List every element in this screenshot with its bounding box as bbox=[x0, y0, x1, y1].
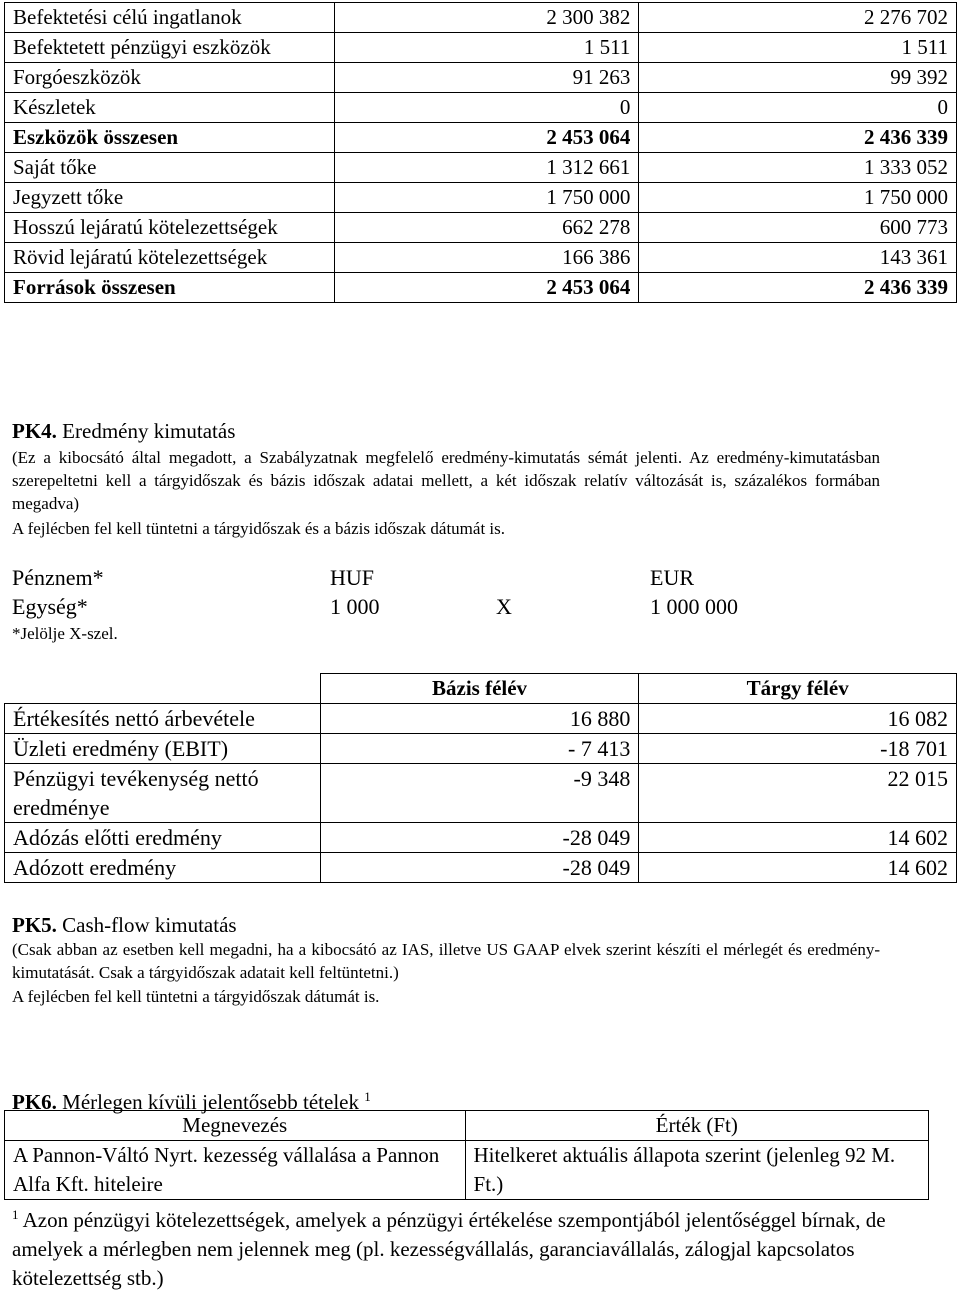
income-row bbox=[5, 704, 957, 734]
pk6-code: PK6. bbox=[12, 1090, 57, 1114]
income-row bbox=[5, 734, 957, 764]
balance-row bbox=[5, 243, 957, 273]
balance-label: Befektetési célú ingatlanok bbox=[5, 3, 335, 33]
income-value-base: -28 049 bbox=[320, 853, 639, 883]
balance-row bbox=[5, 3, 957, 33]
balance-value-2: 2 436 339 bbox=[639, 273, 957, 303]
balance-row bbox=[5, 63, 957, 93]
balance-value-1: 662 278 bbox=[334, 213, 639, 243]
income-header-target: Tárgy félév bbox=[639, 674, 957, 704]
pk5-note: (Csak abban az esetben kell megadni, ha a kibocsátó az IAS, illetve US GAAP elvek szerint készíti el mérlegét és eredmény-kimutatását. Csak a tárgyidőszak adatait kell feltüntetni.) bbox=[12, 940, 880, 982]
balance-row bbox=[5, 123, 957, 153]
balance-value-2: 1 750 000 bbox=[639, 183, 957, 213]
balance-value-1: 1 312 661 bbox=[334, 153, 639, 183]
pk4-code: PK4. bbox=[12, 419, 57, 443]
balance-value-1: 0 bbox=[334, 93, 639, 123]
mark-note: *Jelölje X-szel. bbox=[12, 624, 118, 643]
offbalance-header-name: Megnevezés bbox=[5, 1111, 466, 1141]
balance-value-2: 99 392 bbox=[639, 63, 957, 93]
balance-label: Befektetett pénzügyi eszközök bbox=[5, 33, 335, 63]
income-label: Pénzügyi tevékenység nettó eredménye bbox=[5, 764, 321, 823]
balance-row bbox=[5, 33, 957, 63]
income-value-target: 14 602 bbox=[639, 823, 957, 853]
balance-label: Hosszú lejáratú kötelezettségek bbox=[5, 213, 335, 243]
balance-row bbox=[5, 153, 957, 183]
balance-row bbox=[5, 93, 957, 123]
balance-label: Eszközök összesen bbox=[5, 123, 335, 153]
balance-value-2: 2 436 339 bbox=[639, 123, 957, 153]
income-value-target: -18 701 bbox=[639, 734, 957, 764]
income-header-base: Bázis félév bbox=[320, 674, 639, 704]
balance-label: Készletek bbox=[5, 93, 335, 123]
income-value-target: 22 015 bbox=[639, 764, 957, 823]
unit-1000: 1 000 bbox=[330, 594, 380, 619]
balance-value-1: 1 750 000 bbox=[334, 183, 639, 213]
pk6-sup: 1 bbox=[364, 1089, 371, 1104]
pk5-title: Cash-flow kimutatás bbox=[62, 913, 237, 937]
income-label: Adózott eredmény bbox=[5, 853, 321, 883]
currency-label: Pénznem* bbox=[12, 565, 104, 590]
balance-value-2: 600 773 bbox=[639, 213, 957, 243]
offbalance-header-value: Érték (Ft) bbox=[465, 1111, 928, 1141]
income-value-base: -28 049 bbox=[320, 823, 639, 853]
balance-value-2: 0 bbox=[639, 93, 957, 123]
balance-value-1: 166 386 bbox=[334, 243, 639, 273]
balance-table bbox=[4, 2, 957, 303]
pk5-heading bbox=[12, 912, 237, 938]
income-value-base: - 7 413 bbox=[320, 734, 639, 764]
pk4-note2: A fejlécben fel kell tüntetni a tárgyidőszak és a bázis időszak dátumát is. bbox=[12, 519, 505, 538]
income-row bbox=[5, 764, 957, 823]
balance-value-2: 1 333 052 bbox=[639, 153, 957, 183]
pk6-title: Mérlegen kívüli jelentősebb tételek bbox=[62, 1090, 359, 1114]
offbalance-row-name: A Pannon-Váltó Nyrt. kezesség vállalása a Pannon Alfa Kft. hiteleire bbox=[5, 1141, 466, 1200]
offbalance-table-full bbox=[4, 1110, 929, 1200]
income-value-target: 14 602 bbox=[639, 853, 957, 883]
pk4-title: Eredmény kimutatás bbox=[62, 419, 236, 443]
balance-value-2: 2 276 702 bbox=[639, 3, 957, 33]
unit-1000000: 1 000 000 bbox=[650, 594, 738, 619]
balance-value-1: 1 511 bbox=[334, 33, 639, 63]
balance-row bbox=[5, 273, 957, 303]
income-value-target: 16 082 bbox=[639, 704, 957, 734]
income-row bbox=[5, 823, 957, 853]
unit-mark: X bbox=[496, 594, 512, 619]
income-label: Üzleti eredmény (EBIT) bbox=[5, 734, 321, 764]
footnote-mark: 1 bbox=[12, 1207, 19, 1222]
pk5-note2: A fejlécben fel kell tüntetni a tárgyidőszak dátumát is. bbox=[12, 987, 380, 1006]
balance-row bbox=[5, 213, 957, 243]
pk4-heading bbox=[12, 418, 235, 444]
footnote-text: Azon pénzügyi kötelezettségek, amelyek a pénzügyi értékelése szempontjából jelentőséggel bírnak, de amelyek a mérlegben nem jelennek meg (pl. kezességvállalás, garanciavállalás, zálogjal kapcsolatos kötelezettség stb.) bbox=[12, 1208, 886, 1290]
balance-label: Forgóeszközök bbox=[5, 63, 335, 93]
balance-label: Saját tőke bbox=[5, 153, 335, 183]
footnote bbox=[12, 1200, 912, 1293]
balance-value-1: 91 263 bbox=[334, 63, 639, 93]
balance-label: Jegyzett tőke bbox=[5, 183, 335, 213]
balance-value-1: 2 300 382 bbox=[334, 3, 639, 33]
income-value-base: -9 348 bbox=[320, 764, 639, 823]
income-row bbox=[5, 853, 957, 883]
balance-value-2: 143 361 bbox=[639, 243, 957, 273]
balance-value-1: 2 453 064 bbox=[334, 273, 639, 303]
currency-eur: EUR bbox=[650, 565, 694, 590]
pk5-code: PK5. bbox=[12, 913, 57, 937]
balance-value-2: 1 511 bbox=[639, 33, 957, 63]
offbalance-row-value: Hitelkeret aktuális állapota szerint (jelenleg 92 M. Ft.) bbox=[465, 1141, 928, 1200]
balance-value-1: 2 453 064 bbox=[334, 123, 639, 153]
balance-row bbox=[5, 183, 957, 213]
unit-label: Egység* bbox=[12, 594, 88, 619]
income-label: Adózás előtti eredmény bbox=[5, 823, 321, 853]
balance-label: Források összesen bbox=[5, 273, 335, 303]
income-table bbox=[4, 673, 957, 883]
balance-label: Rövid lejáratú kötelezettségek bbox=[5, 243, 335, 273]
currency-huf: HUF bbox=[330, 565, 375, 590]
income-value-base: 16 880 bbox=[320, 704, 639, 734]
income-label: Értékesítés nettó árbevétele bbox=[5, 704, 321, 734]
pk4-note: (Ez a kibocsátó által megadott, a Szabályzatnak megfelelő eredmény-kimutatás sémát jelenti. Az eredmény-kimutatásban szerepeltetni kell a tárgyidőszak és bázis időszak adatai mellett, a két időszak relatív változását is, százalékos formában megadva) bbox=[12, 448, 880, 513]
